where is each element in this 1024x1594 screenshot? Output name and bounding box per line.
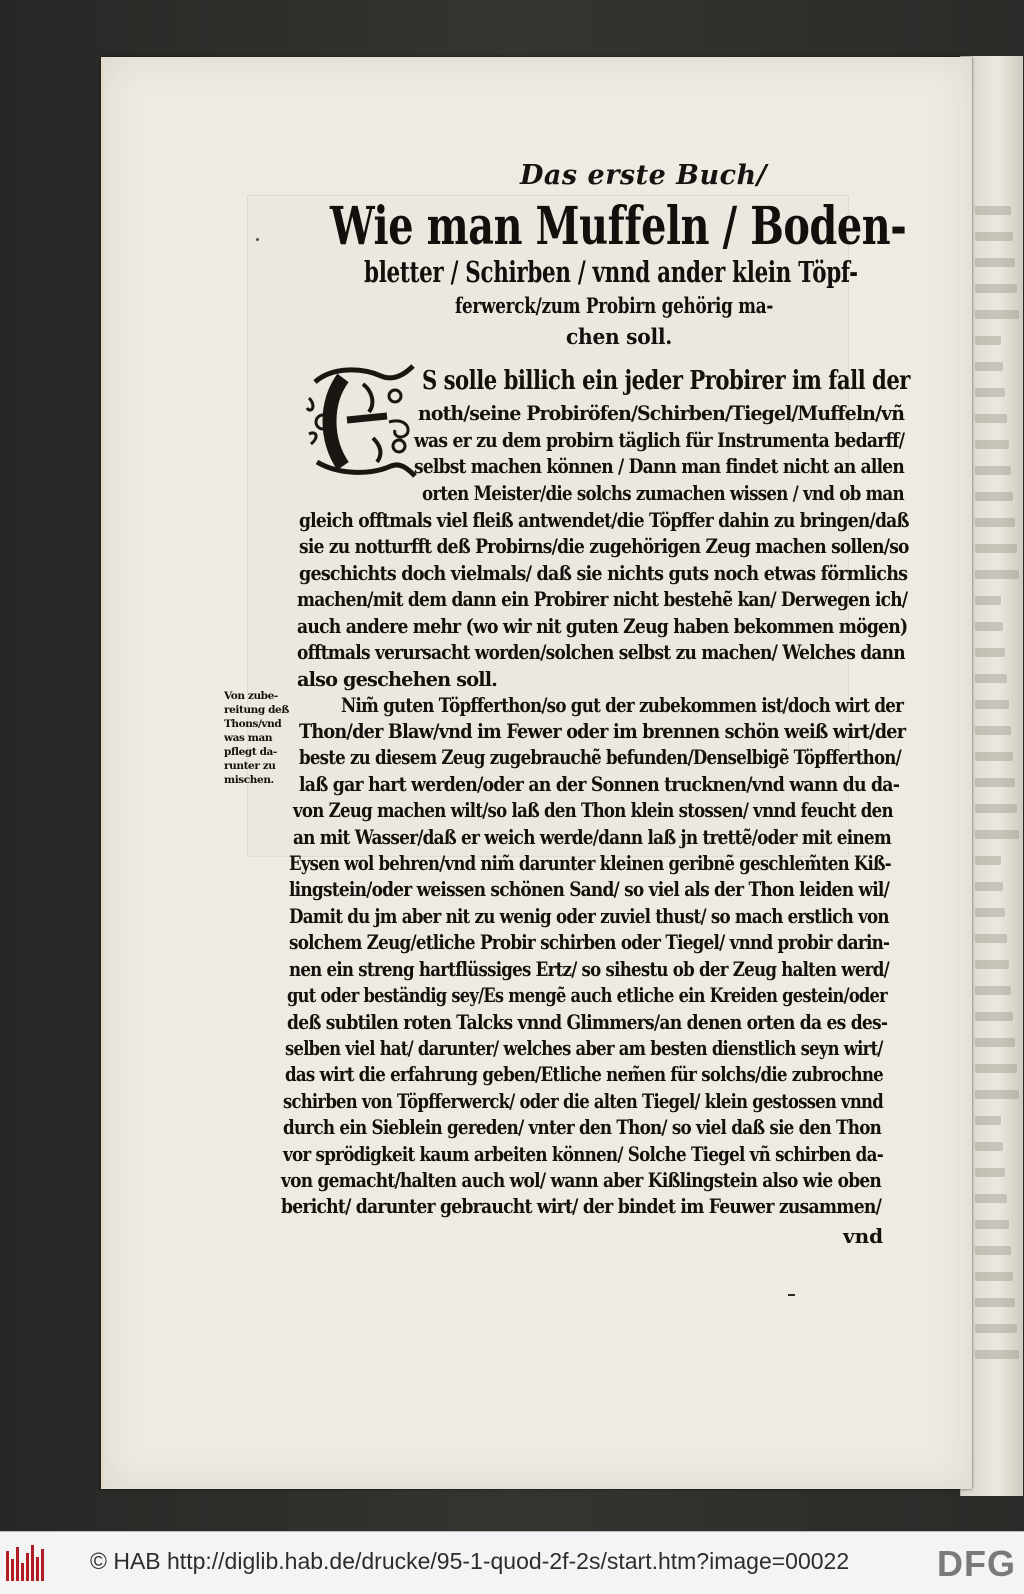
text-line: das wirt die erfahrung geben/Etliche nem̃en für solchs/die zubrochne: [285, 1062, 884, 1086]
text-line: sie zu notturfft deß Probirns/die zugehörigen Zeug machen sollen/so: [299, 534, 909, 558]
bleed-through-mark: [975, 960, 1009, 969]
text-line: vor sprödigkeit kaum arbeiten können/ Solche Tiegel vñ schirben da-: [283, 1142, 883, 1166]
bleed-through-mark: [975, 908, 1005, 917]
hab-logo-icon: [6, 1543, 48, 1581]
bleed-through-mark: [975, 934, 1007, 943]
text-line: S solle billich ein jeder Probirer im fall der: [422, 366, 910, 396]
bleed-through-mark: [975, 258, 1015, 267]
text-line: durch ein Sieblein gereden/ vnter den Thon/ so viel daß sie den Thon: [283, 1115, 882, 1139]
logo-bar: [11, 1559, 14, 1581]
running-head: Das erste Buch/: [520, 160, 768, 191]
marginal-note-line: was man: [224, 732, 273, 744]
copyright-url[interactable]: © HAB http://diglib.hab.de/drucke/95-1-quod-2f-2s/start.htm?image=00022: [90, 1548, 850, 1574]
text-line: Eysen wol behren/vnd nim̃ darunter kleinen geribnẽ geschlem̃ten Kiß-: [289, 851, 891, 875]
bleed-through-mark: [975, 362, 1003, 371]
bleed-through-mark: [975, 700, 1009, 709]
text-line: von gemacht/halten auch wol/ wann aber Kißlingstein also wie oben: [281, 1168, 881, 1192]
bleed-through-mark: [975, 674, 1007, 683]
bleed-through-mark: [975, 1194, 1007, 1203]
bleed-through-mark: [975, 648, 1005, 657]
bleed-through-mark: [975, 1350, 1019, 1359]
text-line: offtmals verursacht worden/solchen selbst zu machen/ Welches dann: [297, 640, 905, 664]
bleed-through-mark: [975, 1298, 1015, 1307]
text-line: auch andere mehr (wo wir nit guten Zeug haben bekommen mögen): [297, 614, 908, 638]
chapter-title-line-3: ferwerck/zum Probirn gehörig ma-: [455, 293, 774, 318]
text-line: laß gar hart werden/oder an der Sonnen trucknen/vnd wann du da-: [299, 772, 900, 796]
text-line: also geschehen soll.: [297, 667, 498, 691]
bleed-through-mark: [975, 1246, 1011, 1255]
bleed-through-mark: [975, 1168, 1005, 1177]
marginal-note-line: Von zube-: [224, 690, 278, 702]
bleed-through-mark: [975, 232, 1013, 241]
bleed-through-mark: [975, 544, 1017, 553]
chapter-title-line-1: Wie man Muffeln / Boden-: [330, 196, 907, 257]
bleed-through-mark: [975, 1324, 1017, 1333]
paper-speck: [256, 238, 259, 241]
bleed-through-mark: [975, 882, 1003, 891]
text-line: lingstein/oder weissen schönen Sand/ so viel als der Thon leiden wil/: [289, 877, 890, 901]
text-line: gleich offtmals viel fleiß antwendet/die Töpffer dahin zu bringen/daß: [299, 508, 909, 532]
text-line: machen/mit dem dann ein Probirer nicht bestehẽ kan/ Derwegen ich/: [297, 587, 908, 611]
text-line: schirben von Töpfferwerck/ oder die alten Tiegel/ klein gestossen vnnd: [283, 1089, 883, 1113]
text-line: orten Meister/die solchs zumachen wissen / vnd ob man: [422, 481, 904, 505]
text-line: beste zu diesem Zeug zugebrauchẽ befunden/Denselbigẽ Töpfferthon/: [299, 745, 901, 769]
marginal-note-line: Thons/vnd: [224, 718, 282, 730]
bleed-through-mark: [975, 492, 1013, 501]
bleed-through-mark: [975, 752, 1013, 761]
text-line: selbst machen können / Dann man findet nicht an allen: [414, 454, 904, 478]
text-line: gut oder beständig sey/Es mengẽ auch etliche ein Kreiden gestein/oder: [287, 983, 887, 1007]
bleed-through-mark: [975, 1064, 1017, 1073]
bleed-through-mark: [975, 466, 1011, 475]
bleed-through-mark: [975, 856, 1001, 865]
bleed-through-mark: [975, 986, 1011, 995]
logo-bar: [41, 1549, 44, 1581]
bleed-through-mark: [975, 1116, 1001, 1125]
text-line: an mit Wasser/daß er weich werde/dann laß jn trettẽ/oder mit einem: [293, 825, 892, 849]
bleed-through-mark: [975, 336, 1001, 345]
dfg-logo: DFG: [937, 1543, 1016, 1584]
logo-bar: [26, 1553, 29, 1581]
text-line: Nim̃ guten Töpfferthon/so gut der zubekommen ist/doch wirt der: [341, 693, 904, 717]
bleed-through-mark: [975, 1272, 1013, 1281]
bleed-through-mark: [975, 440, 1009, 449]
bleed-through-mark: [975, 1142, 1003, 1151]
bleed-through-mark: [975, 570, 1019, 579]
decorated-initial-e-icon: [303, 362, 418, 480]
marginal-note: [224, 689, 296, 787]
catchword: vnd: [843, 1224, 884, 1248]
text-line: selben viel hat/ darunter/ welches aber am besten dienstlich seyn wirt/: [285, 1036, 883, 1060]
text-line: was er zu dem probirn täglich für Instrumenta bedarff/: [414, 428, 905, 452]
bleed-through-mark: [975, 830, 1019, 839]
bleed-through-mark: [975, 622, 1003, 631]
bleed-through-mark: [975, 596, 1001, 605]
logo-bar: [16, 1547, 19, 1581]
bleed-through-mark: [975, 206, 1011, 215]
chapter-title-line-2: bletter / Schirben / vnnd ander klein Töpf-: [364, 255, 858, 289]
text-line: bericht/ darunter gebraucht wirt/ der bindet im Feuwer zusammen/: [281, 1194, 882, 1218]
bleed-through-mark: [975, 284, 1017, 293]
bleed-through-mark: [975, 310, 1019, 319]
marginal-note-line: pflegt da-: [224, 746, 277, 758]
bleed-through-mark: [975, 804, 1017, 813]
logo-bar: [36, 1557, 39, 1581]
chapter-title-line-4: chen soll.: [566, 324, 673, 349]
text-line: geschichts doch vielmals/ daß sie nichts guts noch etwas förmlichs: [299, 561, 908, 585]
bleed-through-mark: [975, 414, 1007, 423]
text-line: nen ein streng hartflüssiges Ertz/ so sihestu ob der Zeug halten werd/: [289, 957, 889, 981]
bleed-through-mark: [975, 726, 1011, 735]
text-line: Thon/der Blaw/vnd im Fewer oder im brennen schön weiß wirt/der: [299, 719, 906, 743]
text-line: solchem Zeug/etliche Probir schirben oder Tiegel/ vnnd probir darin-: [289, 930, 890, 954]
text-line: deß subtilen roten Talcks vnnd Glimmers/an denen orten da es des-: [287, 1010, 888, 1034]
bleed-through-mark: [975, 1220, 1009, 1229]
logo-bar: [31, 1545, 34, 1581]
text-line: von Zeug machen wilt/so laß den Thon klein stossen/ vnnd feucht den: [293, 798, 893, 822]
logo-bar: [6, 1551, 9, 1581]
bleed-through-mark: [975, 1038, 1015, 1047]
text-line: Damit du jm aber nit zu wenig oder zuviel thust/ so mach erstlich von: [289, 904, 889, 928]
marginal-note-line: runter zu: [224, 760, 276, 772]
marginal-note-line: reitung deß: [224, 704, 289, 716]
text-line: noth/seine Probiröfen/Schirben/Tiegel/Muffeln/vñ: [418, 401, 905, 425]
bleed-through-mark: [975, 518, 1015, 527]
bleed-through-mark: [975, 778, 1015, 787]
bleed-through-mark: [975, 1090, 1019, 1099]
paper-speck: [788, 1294, 795, 1296]
marginal-note-line: mischen.: [224, 774, 274, 786]
bleed-through-mark: [975, 1012, 1013, 1021]
bleed-through-mark: [975, 388, 1005, 397]
logo-bar: [21, 1563, 24, 1581]
footer-bar: [0, 1531, 1024, 1594]
